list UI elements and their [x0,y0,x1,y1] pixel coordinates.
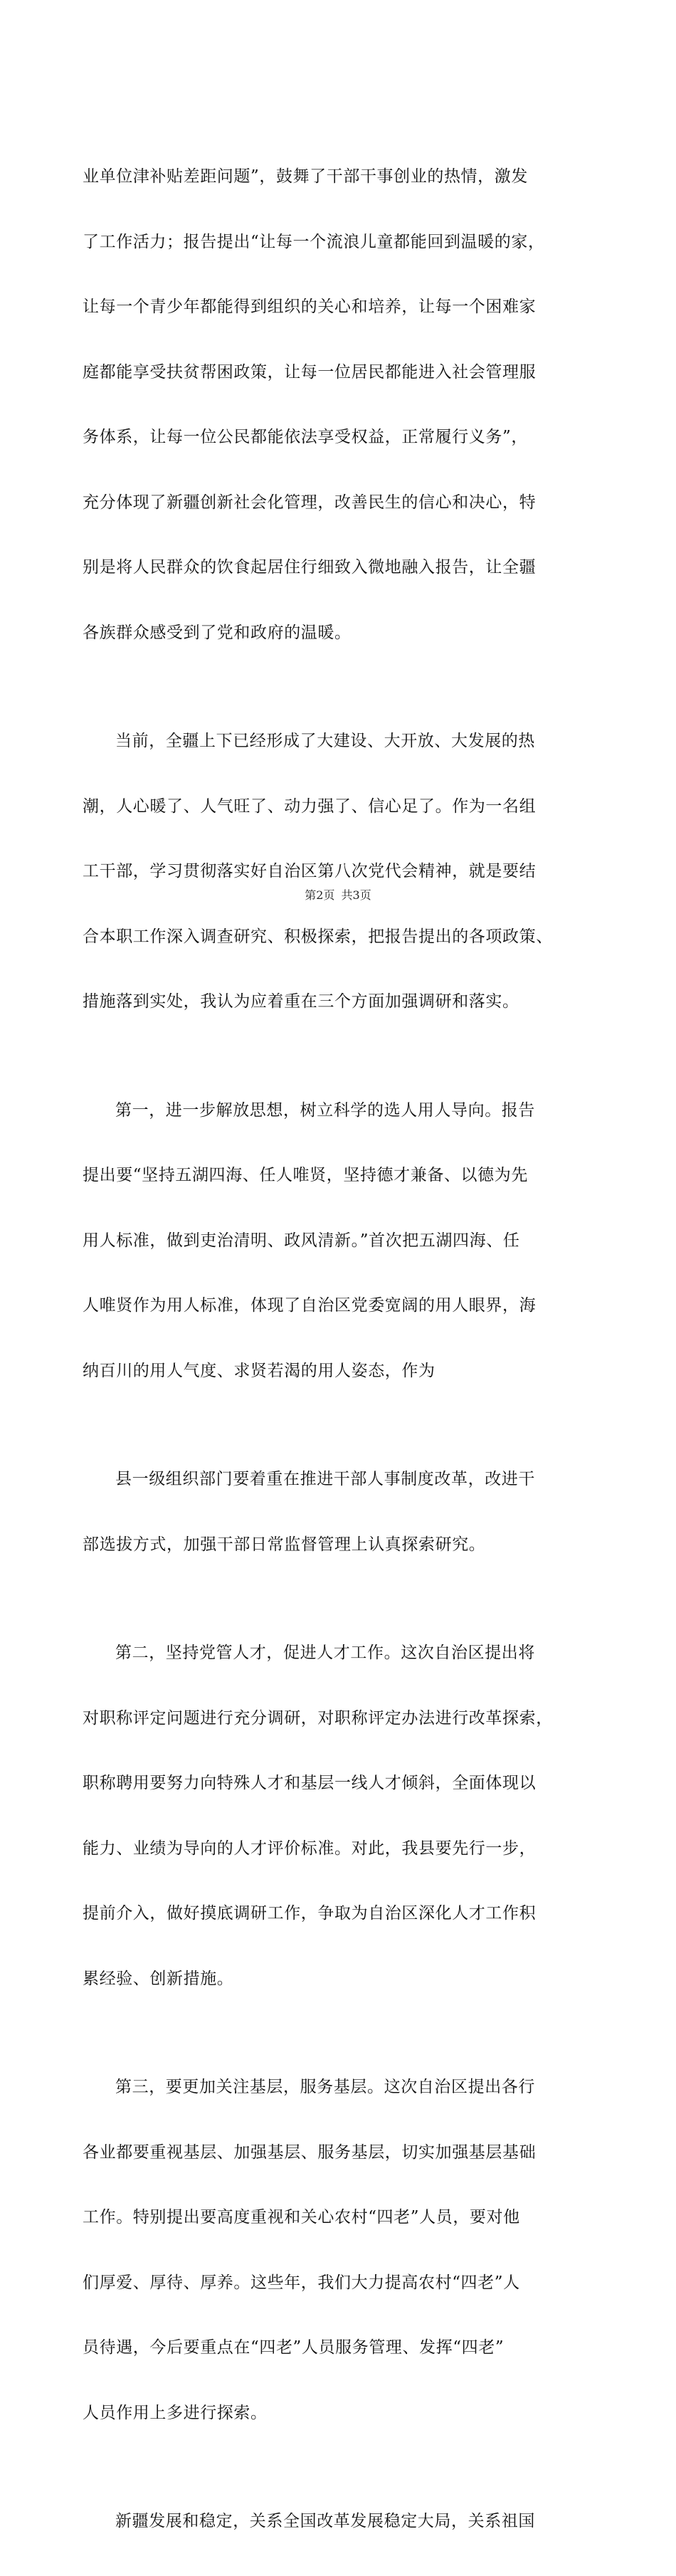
text-line: 能力、业绩为导向的人才评价标准。对此，我县要先行一步， [83,1839,537,1858]
text-line: 职称聘用要努力向特殊人才和基层一线人才倾斜，全面体现以 [83,1774,537,1792]
text-line: 各族群众感受到了党和政府的温暖。 [83,623,352,642]
page-number: 第2页 [305,888,335,902]
text-line: 县一级组织部门要着重在推进干部人事制度改革，改进干 [115,1470,535,1488]
page-footer [0,886,676,903]
text-line: 人唯贤作为用人标准，体现了自治区党委宽阔的用人眼界，海 [83,1296,537,1315]
paragraph-3 [83,1056,596,1426]
text-line: 潮，人心暖了、人气旺了、动力强了、信心足了。作为一名组 [83,797,537,816]
text-line: 庭都能享受扶贫帮困政策，让每一位居民都能进入社会管理服 [83,362,537,382]
text-line: 们厚爱、厚待、厚养。这些年，我们大力提高农村“四老”人 [83,2273,520,2292]
text-line: 提前介入，做好摸底调研工作，争取为自治区深化人才工作积 [83,1904,537,1923]
document-body [83,122,596,2576]
text-line: 新疆发展和稳定，关系全国改革发展稳定大局，关系祖国 [115,2512,535,2530]
text-line: 各业都要重视基层、加强基层、服务基层，切实加强基层基础 [83,2143,537,2162]
text-line: 纳百川的用人气度、求贤若渴的用人姿态，作为 [83,1361,435,1380]
text-line: 用人标准，做到吏治清明、政风清新。”首次把五湖四海、任 [83,1231,520,1250]
text-line: 别是将人民群众的饮食起居住行细致入微地融入报告，让全疆 [83,558,537,577]
text-line: 工作。特别提出要高度重视和关心农村“四老”人员，要对他 [83,2208,520,2227]
text-line: 员待遇，今后要重点在“四老”人员服务管理、发挥“四老” [83,2338,505,2357]
text-line: 当前，全疆上下已经形成了大建设、大开放、大发展的热 [115,732,535,750]
text-line: 累经验、创新措施。 [83,1969,234,1988]
text-line: 对职称评定问题进行充分调研，对职称评定办法进行改革探索， [83,1708,553,1728]
text-line: 第三，要更加关注基层，服务基层。这次自治区提出各行 [115,2078,535,2096]
paragraph-6 [83,2033,596,2467]
paragraph-4 [83,1425,596,1599]
text-line: 措施落到实处，我认为应着重在三个方面加强调研和落实。 [83,992,519,1011]
text-line: 部选拔方式，加强干部日常监督管理上认真探索研究。 [83,1535,486,1554]
paragraph-2 [83,687,596,1056]
text-line: 第二，坚持党管人才，促进人才工作。这次自治区提出将 [115,1644,535,1662]
page-total: 共3页 [341,888,371,902]
paragraph-7 [83,2467,596,2576]
text-line: 务体系，让每一位公民都能依法享受权益，正常履行义务”， [83,428,528,446]
text-line: 合本职工作深入调查研究、积极探索，把报告提出的各项政策、 [83,927,553,946]
text-line: 工干部，学习贯彻落实好自治区第八次党代会精神，就是要结 [83,862,537,880]
text-line: 提出要“坚持五湖四海、任人唯贤，坚持德才兼备、以德为先 [83,1166,528,1184]
paragraph-5 [83,1599,596,2033]
text-line: 人员作用上多进行探索。 [83,2403,268,2422]
text-line: 充分体现了新疆创新社会化管理，改善民生的信心和决心，特 [83,493,537,512]
paragraph-1 [83,122,596,687]
text-line: 业单位津补贴差距问题”，鼓舞了干部干事创业的热情，激发 [83,167,528,186]
text-line: 了工作活力；报告提出“让每一个流浪儿童都能回到温暖的家， [83,232,545,251]
text-line: 第一，进一步解放思想，树立科学的选人用人导向。报告 [115,1100,535,1120]
text-line: 让每一个青少年都能得到组织的关心和培养，让每一个困难家 [83,298,537,316]
